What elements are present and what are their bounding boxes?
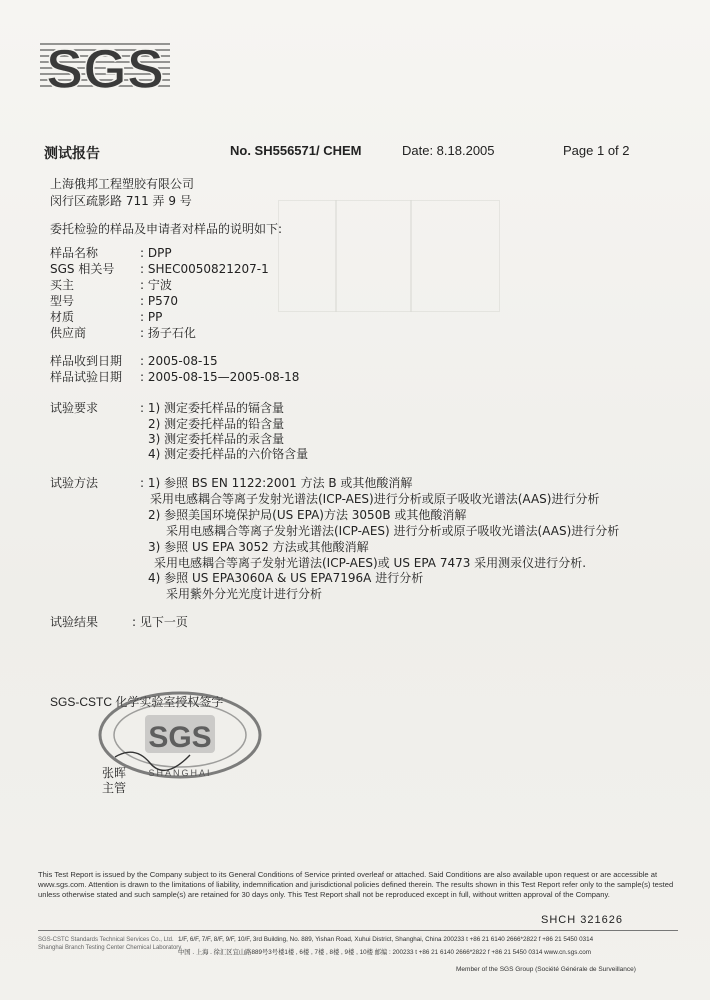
method-item: 4) 参照 US EPA3060A & US EPA7196A 进行分析 [148, 571, 424, 585]
model-label: 型号 [50, 294, 75, 308]
material-label: 材质 [50, 310, 75, 324]
sgs-group-member: Member of the SGS Group (Société Générale de Surveillance) [456, 966, 636, 973]
method-detail: 采用紫外分光光度计进行分析 [166, 587, 323, 601]
method-detail: 采用电感耦合等离子发射光谱法(ICP-AES)进行分析或原子吸收光谱法(AAS)进行分析 [150, 492, 600, 506]
company-block [38, 936, 181, 952]
report-title: 测试报告 [44, 146, 100, 162]
bleed-through-column [335, 200, 337, 312]
signature-label: SGS-CSTC 化学实验室授权签字 [50, 695, 224, 709]
supplier-value: : 扬子石化 [140, 326, 196, 340]
supplier-label: 供应商 [50, 326, 87, 340]
buyer-label: 买主 [50, 278, 75, 292]
methods-label: 试验方法 [50, 476, 99, 490]
address-chinese: 中国 . 上海 . 徐汇区宜山路889号3号楼1楼 , 6楼 , 7楼 , 8楼 , 9楼 , 10楼 邮编 : 200233 t +86 21 6140 2666*2822 f +86 21 5450 0314 www.cn.sgs.com [178, 949, 591, 956]
logo-text: SGS [45, 37, 165, 94]
bleed-through-table [278, 200, 500, 312]
company-name-en: SGS-CSTC Standards Technical Services Co., Ltd. [38, 937, 174, 943]
requirement-item: 3) 测定委托样品的汞含量 [148, 432, 285, 446]
footer-divider [38, 930, 678, 931]
sgs-ref-value: : SHEC0050821207-1 [140, 262, 269, 276]
stamp-city: SHANGHAI [148, 768, 212, 778]
report-number: No. SH556571/ CHEM [230, 143, 362, 158]
intro-text: 委托检验的样品及申请者对样品的说明如下: [50, 222, 283, 236]
buyer-value: : 宁波 [140, 278, 172, 292]
requirements-label: 试验要求 [50, 401, 99, 415]
bleed-through-column [410, 200, 412, 312]
requirement-item: 4) 测定委托样品的六价铬含量 [148, 447, 309, 461]
model-value: : P570 [140, 294, 178, 308]
applicant-name: 上海俄邦工程塑胶有限公司 [50, 177, 195, 191]
sgs-ref-label: SGS 相关号 [50, 262, 115, 276]
requirement-item: : 1) 测定委托样品的镉含量 [140, 401, 284, 415]
sample-name-label: 样品名称 [50, 246, 99, 260]
disclaimer-text: This Test Report is issued by the Company subject to its General Conditions of Service printed overleaf or attached. Said Conditions are also available upon request or are accessible at www.sgs.com. Attention is drawn to the limitations of liability, indemnification and jurisdictional policies defined therein. The results shown in this Test Report refer only to the sample(s) tested unless otherwise stated and such sample(s) are retained for 30 days only. This Test Report shall not be reproduced except in full, without written approval of the Company. [38, 870, 674, 899]
method-detail: 采用电感耦合等离子发射光谱法(ICP-AES) 进行分析或原子吸收光谱法(AAS)进行分析 [166, 524, 620, 538]
received-date-value: : 2005-08-15 [140, 354, 218, 368]
method-item: 2) 参照美国环境保护局(US EPA)方法 3050B 或其他酸消解 [148, 508, 467, 522]
report-date: Date: 8.18.2005 [402, 143, 495, 158]
received-date-label: 样品收到日期 [50, 354, 123, 368]
report-code: SHCH 321626 [541, 914, 623, 926]
requirement-item: 2) 测定委托样品的铅含量 [148, 417, 285, 431]
applicant-address: 闵行区疏影路 711 弄 9 号 [50, 194, 192, 208]
signatory-title: 主管 [102, 781, 127, 795]
stamp-logo-text: SGS [148, 721, 212, 754]
sgs-logo [40, 36, 170, 94]
page-number: Page 1 of 2 [563, 143, 630, 158]
branch-name-en: Shanghai Branch Testing Center Chemical Laboratory [38, 945, 182, 951]
address-english: 1/F, 6/F, 7/F, 8/F, 9/F, 10/F, 3rd Building, No. 889, Yishan Road, Xuhui District, Shanghai, China 200233 t +86 21 6140 2666*2822 f +86 21 5450 0314 [178, 936, 594, 943]
test-date-value: : 2005-08-15—2005-08-18 [140, 370, 300, 384]
results-label: 试验结果 [50, 615, 99, 629]
method-item: 3) 参照 US EPA 3052 方法或其他酸消解 [148, 540, 369, 554]
material-value: : PP [140, 310, 163, 324]
results-value: : 见下一页 [132, 615, 188, 629]
test-date-label: 样品试验日期 [50, 370, 123, 384]
method-detail: 采用电感耦合等离子发射光谱法(ICP-AES)或 US EPA 7473 采用测汞仪进行分析. [154, 556, 587, 570]
sample-name-value: : DPP [140, 246, 172, 260]
method-item: : 1) 参照 BS EN 1122:2001 方法 B 或其他酸消解 [140, 476, 413, 490]
signatory-name: 张晖 [102, 766, 127, 780]
